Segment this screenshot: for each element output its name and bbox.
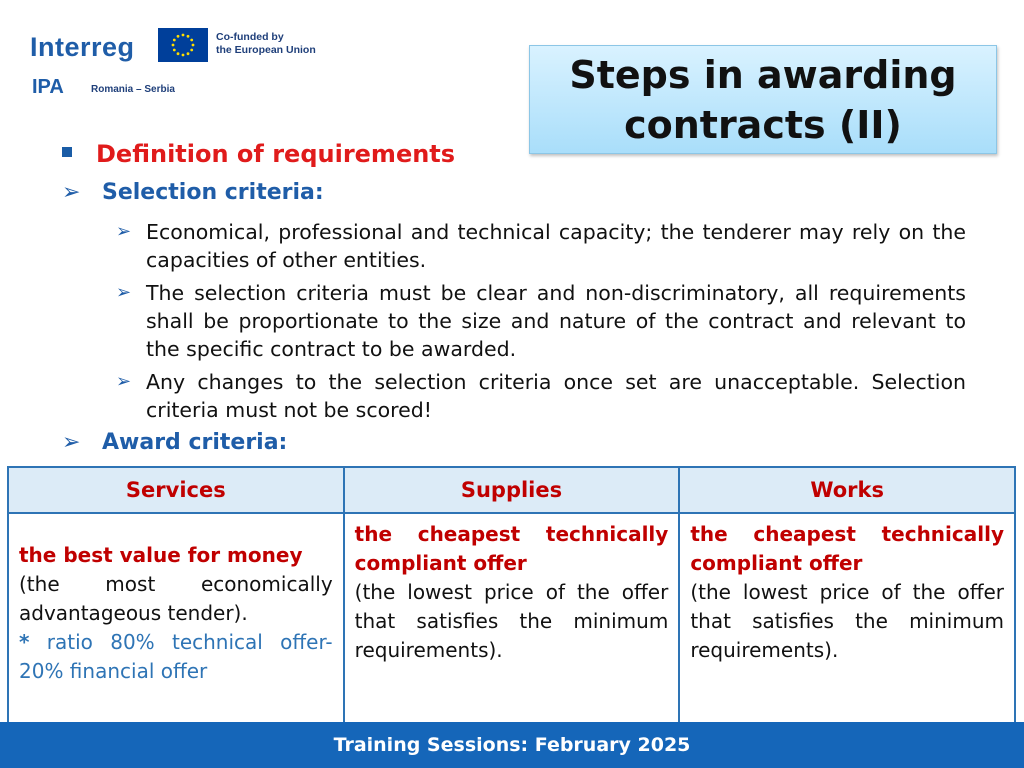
arrow-bullet-icon: ➢ [116, 282, 132, 303]
selection-item: ➢ Economical, professional and technical capacity; the tenderer may rely on the capacities of other entities. [116, 220, 966, 272]
cell-supplies: the cheapest technically compliant offer (the lowest price of the offer that satisfies the minimum requirements). [344, 513, 680, 727]
award-criteria-table [7, 466, 1016, 728]
ipa-wordmark: IPA [32, 76, 64, 98]
selection-item: ➢ Any changes to the selection criteria once set are unacceptable. Selection criteria must not be scored! [116, 370, 966, 422]
arrow-bullet-icon: ➢ [62, 180, 81, 205]
arrow-bullet-icon: ➢ [116, 371, 132, 392]
selection-item: ➢ The selection criteria must be clear and non-discriminatory, all requirements shall be proportionate to the size and nature of the contract and relevant to the specific contract to be awarded. [116, 281, 966, 361]
bullet-award: ➢ Award criteria: [62, 430, 288, 455]
square-bullet-icon [62, 147, 72, 157]
bullet-definition: Definition of requirements [62, 140, 455, 168]
header-supplies: Supplies [344, 467, 680, 513]
cell-services: the best value for money (the most economically advantageous tender). * ratio 80% technical offer-20% financial offer [8, 513, 344, 727]
footer-banner [0, 722, 1024, 768]
header-works: Works [679, 467, 1015, 513]
eu-flag-icon [158, 28, 208, 62]
interreg-logo [30, 28, 350, 100]
title-box [529, 45, 997, 154]
page-title: Steps in awarding contracts (II) [569, 52, 957, 147]
interreg-wordmark: Interreg [30, 32, 135, 62]
footer-text: Training Sessions: February 2025 [333, 734, 691, 756]
header-services: Services [8, 467, 344, 513]
region-label: Romania – Serbia [91, 84, 175, 95]
arrow-bullet-icon: ➢ [62, 430, 81, 455]
arrow-bullet-icon: ➢ [116, 221, 132, 242]
bullet-selection: ➢ Selection criteria: [62, 180, 324, 205]
cell-works: the cheapest technically compliant offer (the lowest price of the offer that satisfies the minimum requirements). [679, 513, 1015, 727]
cofunded-text: Co-funded by the European Union [216, 31, 316, 56]
